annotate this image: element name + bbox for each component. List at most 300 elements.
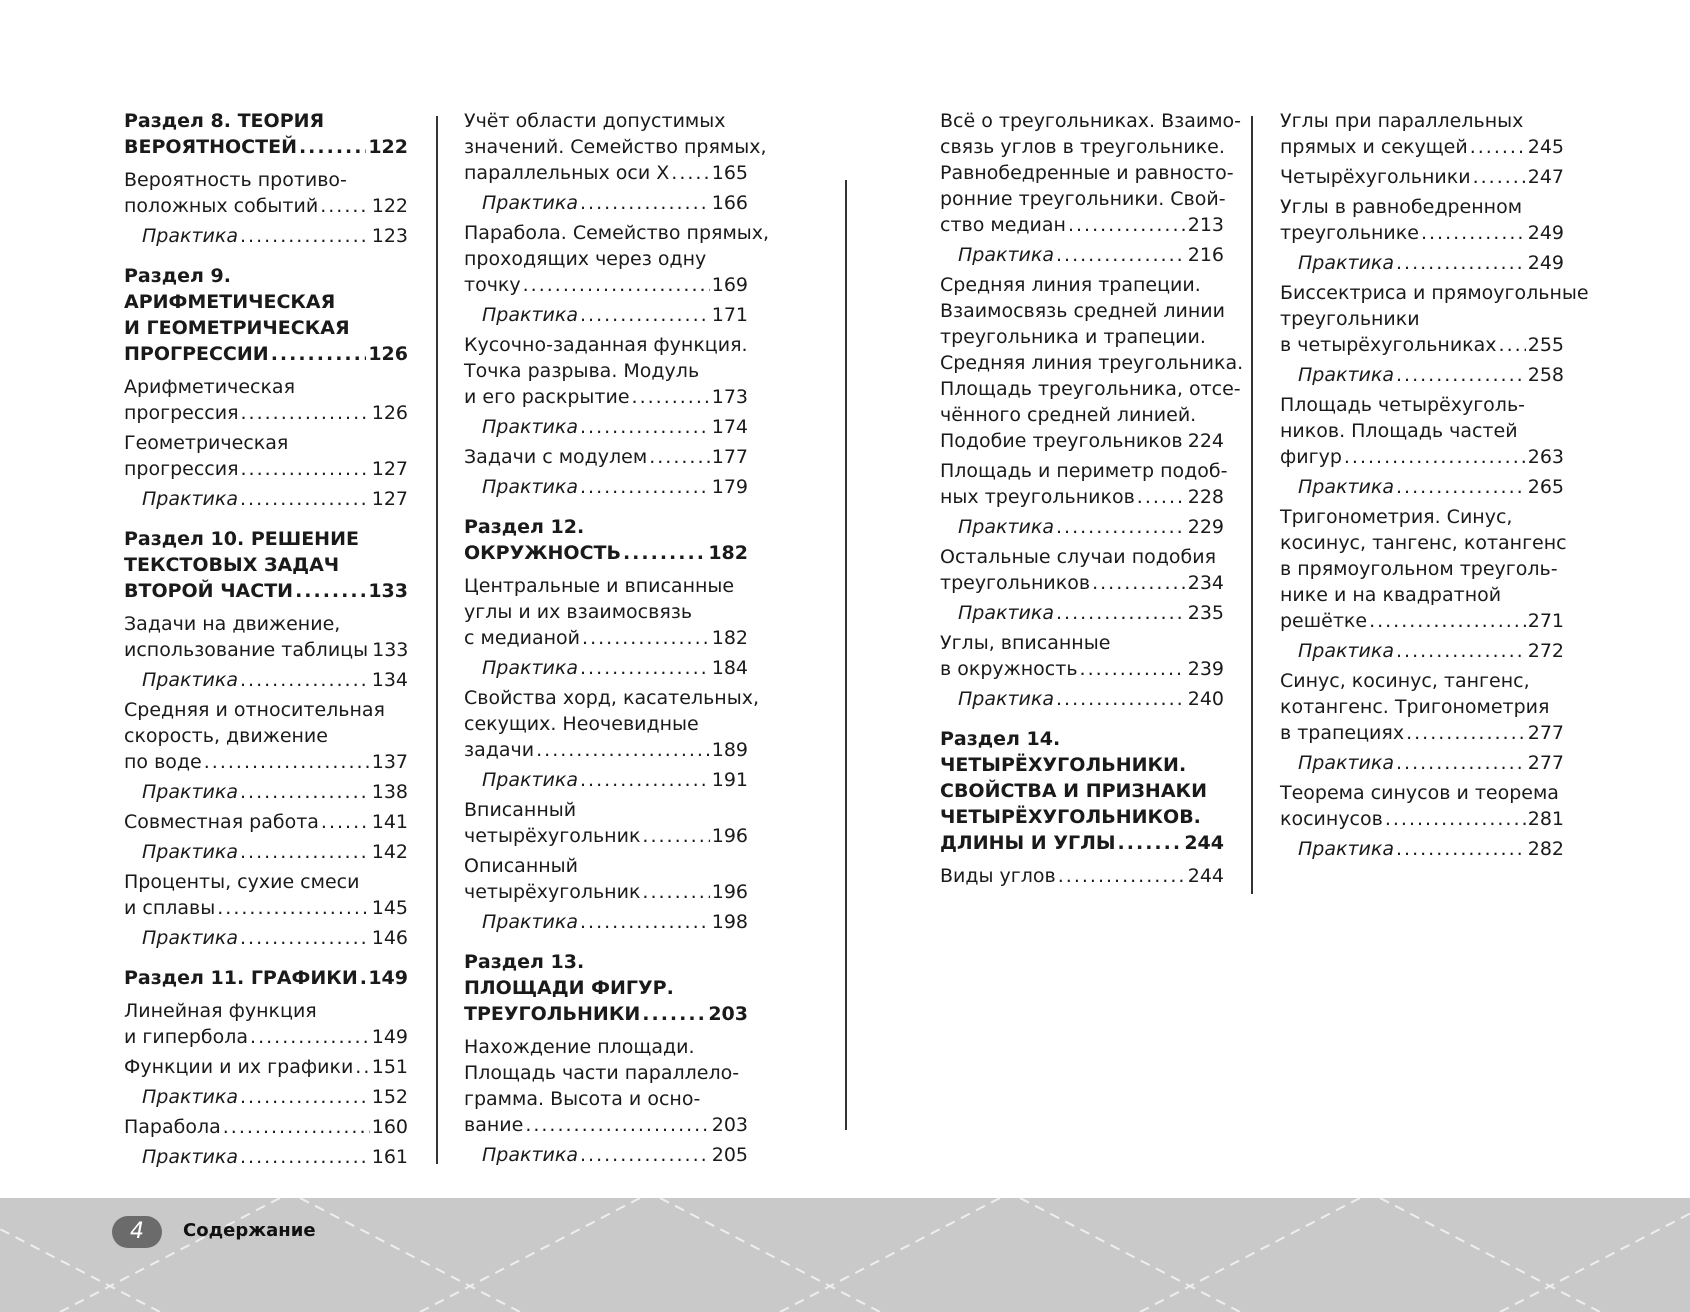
dot-leader xyxy=(320,193,370,219)
toc-entry-line xyxy=(1280,836,1564,862)
toc-page-number: 277 xyxy=(1527,752,1564,774)
toc-entry-line xyxy=(1280,668,1564,694)
toc-entry-line xyxy=(1280,504,1564,530)
toc-practice-entry xyxy=(464,414,748,440)
toc-page-number: 182 xyxy=(711,627,748,649)
dot-leader xyxy=(1396,474,1526,500)
toc-entry-line xyxy=(464,797,748,823)
toc-entry-title: Практика xyxy=(482,769,579,791)
page-footer xyxy=(0,1198,1690,1312)
toc-entry-line xyxy=(464,108,748,134)
toc-page-number: 229 xyxy=(1187,516,1224,538)
toc-entry-line xyxy=(940,686,1224,712)
toc-entry-line xyxy=(1280,750,1564,776)
dot-leader xyxy=(623,540,706,566)
toc-entry-line xyxy=(124,263,408,289)
toc-entry-line xyxy=(940,298,1224,324)
toc-entry-line xyxy=(940,570,1224,596)
toc-entry-title: Практика xyxy=(142,1086,239,1108)
toc-entry-title: Практика xyxy=(958,244,1055,266)
toc-practice-entry xyxy=(464,1142,748,1168)
dot-leader xyxy=(1499,332,1526,358)
toc-entry-title: значений. Семейство прямых, xyxy=(464,136,767,158)
toc-section xyxy=(124,108,408,160)
toc-entry xyxy=(124,374,408,426)
toc-entry-line xyxy=(940,804,1224,830)
toc-entry-line xyxy=(464,444,748,470)
dot-leader xyxy=(1056,242,1186,268)
toc-page-number: 169 xyxy=(711,274,748,296)
toc-entry-title: чённого средней линией. xyxy=(940,404,1197,426)
toc-entry-title: ПРОГРЕССИИ xyxy=(124,343,269,365)
toc-section xyxy=(464,514,748,566)
toc-entry xyxy=(940,108,1242,238)
dot-leader xyxy=(321,809,370,835)
toc-page-number: 184 xyxy=(711,657,748,679)
toc-page-number: 191 xyxy=(711,769,748,791)
toc-practice-entry xyxy=(464,190,748,216)
toc-page-number: 182 xyxy=(708,542,748,564)
toc-entry xyxy=(940,544,1224,596)
dot-leader xyxy=(1185,428,1186,454)
toc-entry-title: Практика xyxy=(1298,640,1395,662)
toc-entry-line xyxy=(464,190,748,216)
toc-entry-title: Площадь части параллело- xyxy=(464,1062,740,1084)
toc-entry-title: Площадь четырёхуголь- xyxy=(1280,394,1525,416)
toc-page-number: 255 xyxy=(1527,334,1564,356)
toc-entry-line xyxy=(1280,392,1564,418)
toc-column-4 xyxy=(1280,108,1589,866)
toc-entry xyxy=(124,611,408,663)
toc-entry-title: ВТОРОЙ ЧАСТИ xyxy=(124,580,294,602)
toc-entry-line xyxy=(124,193,408,219)
toc-page-number: 127 xyxy=(371,488,408,510)
toc-entry-title: ТРЕУГОЛЬНИКИ xyxy=(464,1003,641,1025)
toc-entry-line xyxy=(940,484,1224,510)
toc-entry-title: ДЛИНЫ И УГЛЫ xyxy=(940,832,1116,854)
toc-entry-title: связь углов в треугольнике. xyxy=(940,136,1225,158)
toc-entry xyxy=(124,869,408,921)
toc-page-number: 240 xyxy=(1187,688,1224,710)
toc-section xyxy=(124,263,408,367)
dot-leader xyxy=(1118,830,1183,856)
toc-entry-title: ПЛОЩАДИ ФИГУР. xyxy=(464,977,674,999)
toc-page-number: 133 xyxy=(368,580,408,602)
toc-column-2 xyxy=(464,108,770,1172)
dot-leader xyxy=(240,839,370,865)
toc-entry-line xyxy=(464,767,748,793)
toc-entry-line xyxy=(124,108,408,134)
toc-page-number: 228 xyxy=(1187,486,1224,508)
toc-page-number: 189 xyxy=(711,739,748,761)
toc-entry xyxy=(940,272,1244,454)
dot-leader xyxy=(1396,362,1526,388)
toc-page-number: 152 xyxy=(371,1086,408,1108)
toc-entry xyxy=(1280,194,1564,246)
toc-entry-line xyxy=(940,656,1224,682)
dot-leader xyxy=(580,414,710,440)
dot-leader xyxy=(525,1112,709,1138)
toc-page-number: 179 xyxy=(711,476,748,498)
toc-entry-title: Практика xyxy=(1298,476,1395,498)
toc-entry-line xyxy=(124,723,408,749)
toc-entry-line xyxy=(1280,780,1564,806)
toc-page-number: 203 xyxy=(711,1114,748,1136)
toc-practice-entry xyxy=(1280,250,1564,276)
toc-entry-line xyxy=(124,1024,408,1050)
toc-entry-line xyxy=(124,526,408,552)
toc-entry xyxy=(1280,780,1564,832)
toc-page-number: 165 xyxy=(711,162,748,184)
toc-entry-title: задачи xyxy=(464,739,535,761)
toc-entry-line xyxy=(124,839,408,865)
dot-leader xyxy=(1396,250,1526,276)
dot-leader xyxy=(642,879,709,905)
toc-entry-title: АРИФМЕТИЧЕСКАЯ xyxy=(124,291,336,313)
toc-page-number: 216 xyxy=(1187,244,1224,266)
toc-practice-entry xyxy=(1280,474,1564,500)
toc-entry-title: Раздел 12. xyxy=(464,516,585,538)
toc-entry xyxy=(1280,504,1567,634)
toc-page-number: 277 xyxy=(1527,722,1564,744)
toc-entry xyxy=(124,167,408,219)
toc-page-number: 249 xyxy=(1527,222,1564,244)
toc-entry-title: Практика xyxy=(142,488,239,510)
toc-entry xyxy=(1280,392,1564,470)
toc-page-number: 134 xyxy=(371,669,408,691)
toc-entry-line xyxy=(464,474,748,500)
toc-entry-title: в четырёхугольниках xyxy=(1280,334,1497,356)
toc-entry-line xyxy=(464,1034,748,1060)
toc-entry-title: Углы при параллельных xyxy=(1280,110,1524,132)
toc-entry-line xyxy=(464,540,748,566)
toc-entry-line xyxy=(124,552,408,578)
toc-page-number: 122 xyxy=(368,136,408,158)
dot-leader xyxy=(360,965,367,991)
toc-page-number: 149 xyxy=(368,967,408,989)
toc-entry-line xyxy=(124,637,408,663)
toc-practice-entry xyxy=(464,909,748,935)
toc-entry-line xyxy=(940,726,1224,752)
toc-page-number: 141 xyxy=(371,811,408,833)
toc-entry-title: СВОЙСТВА И ПРИЗНАКИ xyxy=(940,780,1207,802)
toc-entry xyxy=(1280,280,1589,358)
toc-entry-line xyxy=(124,456,408,482)
toc-entry-title: Углы в равнобедренном xyxy=(1280,196,1523,218)
toc-entry xyxy=(464,220,770,298)
toc-entry-title: с медианой xyxy=(464,627,581,649)
toc-entry-title: вание xyxy=(464,1114,524,1136)
toc-entry-title: Нахождение площади. xyxy=(464,1036,695,1058)
toc-column-1 xyxy=(124,108,408,1174)
dot-leader xyxy=(240,223,370,249)
toc-entry-title: Практика xyxy=(958,688,1055,710)
toc-page-number: 281 xyxy=(1527,808,1564,830)
toc-entry xyxy=(1280,108,1564,160)
toc-entry-title: Функции и их графики xyxy=(124,1056,354,1078)
toc-entry-line xyxy=(464,514,748,540)
toc-entry-line xyxy=(124,486,408,512)
toc-entry-title: Практика xyxy=(958,602,1055,624)
toc-entry-title: скорость, движение xyxy=(124,725,328,747)
toc-page-number: 271 xyxy=(1527,610,1564,632)
toc-entry-line xyxy=(940,863,1224,889)
toc-entry-line xyxy=(1280,638,1564,664)
toc-entry-line xyxy=(940,212,1224,238)
dot-leader xyxy=(240,1084,370,1110)
toc-entry-title: секущих. Неочевидные xyxy=(464,713,699,735)
toc-entry-line xyxy=(940,428,1224,454)
dot-leader xyxy=(223,1114,370,1140)
toc-entry-line xyxy=(124,697,408,723)
toc-page-number: 198 xyxy=(711,911,748,933)
dot-leader xyxy=(1068,212,1186,238)
toc-entry-title: Практика xyxy=(482,192,579,214)
toc-practice-entry xyxy=(1280,362,1564,388)
toc-entry-line xyxy=(124,223,408,249)
toc-page-number: 126 xyxy=(368,343,408,365)
toc-entry-line xyxy=(940,830,1224,856)
toc-entry-title: Практика xyxy=(1298,752,1395,774)
dot-leader xyxy=(580,190,710,216)
toc-entry-line xyxy=(124,578,408,604)
toc-entry-line xyxy=(940,108,1242,134)
dot-leader xyxy=(1056,686,1186,712)
dot-leader xyxy=(295,578,366,604)
toc-entry-title: ЧЕТЫРЁХУГОЛЬНИКОВ. xyxy=(940,806,1201,828)
toc-entry-line xyxy=(124,925,408,951)
toc-entry-line xyxy=(1280,530,1567,556)
toc-entry-line xyxy=(464,853,748,879)
toc-section xyxy=(124,526,408,604)
toc-entry-title: Практика xyxy=(142,669,239,691)
toc-entry-title: в прямоугольном треуголь- xyxy=(1280,558,1558,580)
toc-section xyxy=(464,949,748,1027)
toc-entry-title: Практика xyxy=(958,516,1055,538)
toc-page-number: 123 xyxy=(371,225,408,247)
toc-page-number: 166 xyxy=(711,192,748,214)
toc-entry-line xyxy=(124,1144,408,1170)
toc-page-number: 205 xyxy=(711,1144,748,1166)
toc-entry-line xyxy=(940,778,1224,804)
toc-entry-title: Синус, косинус, тангенс, xyxy=(1280,670,1530,692)
toc-entry-line xyxy=(124,134,408,160)
toc-page-number: 203 xyxy=(708,1003,748,1025)
toc-entry-title: Практика xyxy=(1298,838,1395,860)
toc-entry-line xyxy=(940,514,1224,540)
toc-entry-title: Углы, вписанные xyxy=(940,632,1111,654)
toc-page-number: 173 xyxy=(711,386,748,408)
toc-entry-title: Остальные случаи подобия xyxy=(940,546,1217,568)
toc-entry-line xyxy=(940,160,1234,186)
toc-entry-line xyxy=(1280,806,1564,832)
toc-entry-title: Практика xyxy=(482,476,579,498)
toc-entry-title: Арифметическая xyxy=(124,376,295,398)
toc-entry-title: ных треугольников xyxy=(940,486,1135,508)
toc-entry-title: Раздел 13. xyxy=(464,951,585,973)
toc-entry-line xyxy=(124,289,408,315)
toc-entry-title: Центральные и вписанные xyxy=(464,575,735,597)
toc-entry-title: Практика xyxy=(482,416,579,438)
toc-entry-title: котангенс. Тригонометрия xyxy=(1280,696,1550,718)
toc-entry-line xyxy=(124,374,408,400)
toc-practice-entry xyxy=(124,779,408,805)
dot-leader xyxy=(241,400,370,426)
dot-leader xyxy=(580,767,710,793)
toc-entry-title: Парабола xyxy=(124,1116,221,1138)
toc-entry-title: углы и их взаимосвязь xyxy=(464,601,693,623)
toc-entry-title: и его раскрытие xyxy=(464,386,630,408)
toc-entry-line xyxy=(1280,108,1564,134)
dot-leader xyxy=(250,1024,370,1050)
toc-entry xyxy=(940,458,1228,510)
toc-entry-line xyxy=(124,809,408,835)
toc-entry-title: Вписанный xyxy=(464,799,577,821)
toc-entry-title: Средняя линия треугольника. xyxy=(940,352,1244,374)
toc-entry-line xyxy=(1280,418,1564,444)
toc-entry-line xyxy=(124,430,408,456)
toc-entry-title: ВЕРОЯТНОСТЕЙ xyxy=(124,136,297,158)
toc-entry-line xyxy=(124,611,408,637)
toc-page-number: 151 xyxy=(371,1056,408,1078)
toc-page-number: 234 xyxy=(1187,572,1224,594)
dot-leader xyxy=(240,779,370,805)
toc-entry-title: треугольников xyxy=(940,572,1091,594)
dot-leader xyxy=(1137,484,1186,510)
toc-entry-title: Раздел 14. xyxy=(940,728,1061,750)
toc-entry-title: ронние треугольники. Свой- xyxy=(940,188,1226,210)
toc-entry-line xyxy=(124,400,408,426)
dot-leader xyxy=(580,474,710,500)
toc-entry xyxy=(464,853,748,905)
toc-entry-line xyxy=(1280,164,1564,190)
toc-entry-title: Средняя и относительная xyxy=(124,699,385,721)
toc-entry-title: Вероятность противо- xyxy=(124,169,347,191)
toc-entry-title: ников. Площадь частей xyxy=(1280,420,1518,442)
toc-entry-title: Геометрическая xyxy=(124,432,289,454)
toc-entry-line xyxy=(1280,362,1564,388)
toc-entry-line xyxy=(940,458,1228,484)
toc-page-number: 244 xyxy=(1184,832,1224,854)
toc-entry-line xyxy=(464,414,748,440)
page-gutter-line xyxy=(845,180,847,1130)
toc-entry xyxy=(1280,164,1564,190)
dot-leader xyxy=(1344,444,1526,470)
toc-entry-line xyxy=(464,685,759,711)
dot-leader xyxy=(271,341,367,367)
toc-entry-title: четырёхугольник xyxy=(464,881,641,903)
toc-page-number: 224 xyxy=(1187,430,1224,452)
toc-entry-title: Свойства хорд, касательных, xyxy=(464,687,759,709)
dot-leader xyxy=(1080,656,1186,682)
toc-entry-line xyxy=(940,134,1224,160)
toc-entry-line xyxy=(464,599,748,625)
toc-entry-line xyxy=(124,1114,408,1140)
toc-practice-entry xyxy=(1280,750,1564,776)
toc-entry-line xyxy=(124,315,408,341)
toc-page-number: 235 xyxy=(1187,602,1224,624)
toc-practice-entry xyxy=(464,302,748,328)
dot-leader xyxy=(1056,514,1186,540)
footer-section-label: Содержание xyxy=(183,1220,316,1241)
toc-entry-line xyxy=(1280,134,1564,160)
toc-entry-line xyxy=(940,350,1244,376)
toc-entry-title: треугольнике xyxy=(1280,222,1419,244)
toc-entry-title: прямых и секущей xyxy=(1280,136,1468,158)
toc-practice-entry xyxy=(940,514,1224,540)
toc-entry-title: Раздел 9. xyxy=(124,265,231,287)
toc-entry-line xyxy=(940,272,1224,298)
toc-page-number: 138 xyxy=(371,781,408,803)
toc-entry-line xyxy=(124,341,408,367)
toc-practice-entry xyxy=(464,655,748,681)
toc-entry-title: четырёхугольник xyxy=(464,825,641,847)
toc-page-number: 127 xyxy=(371,458,408,480)
dot-leader xyxy=(204,749,370,775)
toc-entry-title: фигур xyxy=(1280,446,1342,468)
dot-leader xyxy=(240,486,370,512)
toc-entry-line xyxy=(940,752,1224,778)
toc-practice-entry xyxy=(940,686,1224,712)
toc-entry-line xyxy=(124,667,408,693)
toc-practice-entry xyxy=(124,1144,408,1170)
toc-entry-title: по воде xyxy=(124,751,202,773)
toc-practice-entry xyxy=(464,474,748,500)
toc-entry-title: Задачи на движение, xyxy=(124,613,341,635)
toc-entry-line xyxy=(124,869,408,895)
toc-entry-line xyxy=(464,246,748,272)
dot-leader xyxy=(671,160,709,186)
toc-entry-title: Практика xyxy=(142,781,239,803)
toc-column-3 xyxy=(940,108,1244,893)
toc-entry-title: Задачи с модулем xyxy=(464,446,648,468)
toc-entry-line xyxy=(1280,582,1564,608)
toc-page-number: 149 xyxy=(371,1026,408,1048)
toc-page-number: 160 xyxy=(371,1116,408,1138)
toc-entry xyxy=(940,630,1224,682)
dot-leader xyxy=(642,1001,706,1027)
toc-entry-line xyxy=(464,220,770,246)
toc-entry-line xyxy=(464,1086,748,1112)
toc-entry-title: Тригонометрия. Синус, xyxy=(1280,506,1513,528)
toc-entry-line xyxy=(464,272,748,298)
toc-entry-title: и сплавы xyxy=(124,897,216,919)
toc-entry-title: треугольники xyxy=(1280,308,1420,330)
toc-entry-line xyxy=(940,186,1224,212)
toc-entry-title: ство медиан xyxy=(940,214,1066,236)
toc-entry-line xyxy=(464,1001,748,1027)
toc-entry-title: Точка разрыва. Модуль xyxy=(464,360,700,382)
toc-page-number: 239 xyxy=(1187,658,1224,680)
toc-entry-line xyxy=(940,402,1224,428)
toc-entry-line xyxy=(940,544,1224,570)
toc-entry-line xyxy=(464,909,748,935)
toc-page-number: 245 xyxy=(1527,136,1564,158)
toc-entry-title: грамма. Высота и осно- xyxy=(464,1088,701,1110)
dot-leader xyxy=(240,925,370,951)
toc-entry-line xyxy=(1280,444,1564,470)
toc-entry-line xyxy=(464,332,748,358)
toc-entry xyxy=(464,685,759,763)
toc-entry-line xyxy=(1280,332,1564,358)
toc-page-number: 146 xyxy=(371,927,408,949)
toc-practice-entry xyxy=(464,767,748,793)
dot-leader xyxy=(632,384,710,410)
toc-page-number: 258 xyxy=(1527,364,1564,386)
toc-practice-entry xyxy=(1280,638,1564,664)
toc-entry-title: положных событий xyxy=(124,195,319,217)
toc-page-number: 174 xyxy=(711,416,748,438)
